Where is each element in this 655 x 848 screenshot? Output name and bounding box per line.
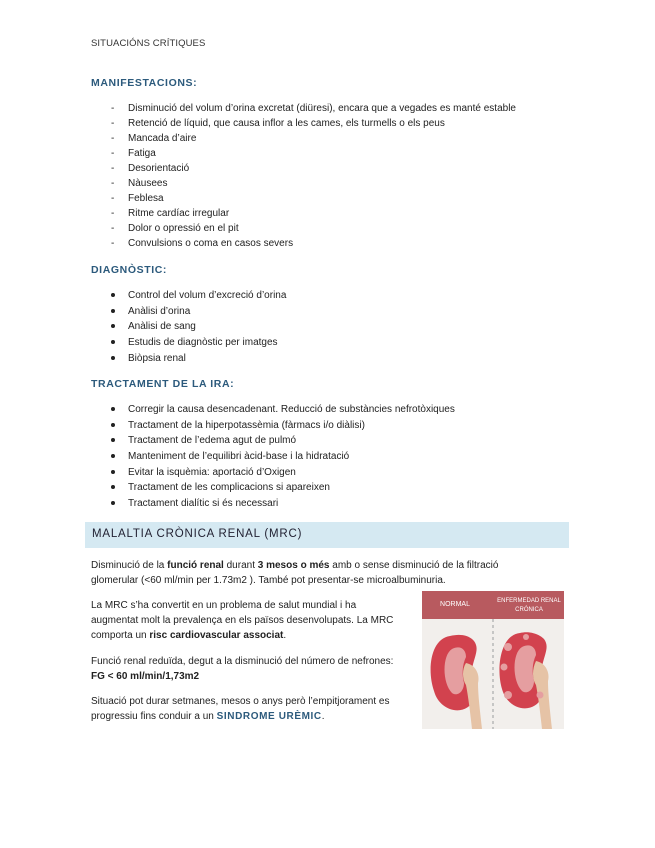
- mrc-heading: MALALTIA CRÒNICA RENAL (MRC): [92, 528, 303, 540]
- mrc-evolution-paragraph: [91, 694, 416, 724]
- label-normal: NORMAL: [440, 601, 470, 608]
- text: durant: [223, 560, 258, 571]
- sindrome-uremic: SINDROME URÈMIC: [216, 711, 322, 722]
- list-item: - Mancada d’aire: [91, 131, 516, 146]
- list-item: - Feblesa: [91, 191, 516, 206]
- manifestacions-list: [91, 101, 516, 251]
- list-item: - Fatiga: [91, 146, 516, 161]
- list-item: Tractament de la hiperpotassèmia (fàrmacs i/o diàlisi): [91, 418, 455, 434]
- bold-fg-value: FG < 60 ml/min/1,73m2: [91, 671, 200, 682]
- chronic-kidney: [499, 632, 552, 729]
- page-header: SITUACIÓNS CRÍTIQUES: [91, 38, 206, 49]
- list-item: Evitar la isquèmia: aportació d’Oxigen: [91, 465, 455, 481]
- list-item: Manteniment de l’equilibri àcid-base i la hidratació: [91, 449, 455, 465]
- text: Funció renal reduïda, degut a la disminució del número de nefrones:: [91, 656, 394, 667]
- mrc-heading-band: [85, 522, 569, 548]
- text: La MRC s’ha convertit en un problema de salut mundial i ha: [91, 600, 357, 611]
- list-item: Anàlisi d’orina: [91, 304, 286, 320]
- text: glomerular (<60 ml/min per 1.73m2 ). També pot presentar-se microalbuminuria.: [91, 575, 446, 586]
- list-item: Tractament de l’edema agut de pulmó: [91, 433, 455, 449]
- normal-kidney: [431, 635, 482, 729]
- list-item: - Ritme cardíac irregular: [91, 206, 516, 221]
- list-item: - Dolor o opressió en el pit: [91, 221, 516, 236]
- bold-risc: risc cardiovascular associat: [149, 630, 284, 641]
- list-item: - Desorientació: [91, 161, 516, 176]
- list-item: Estudis de diagnòstic per imatges: [91, 335, 286, 351]
- tractament-list: [91, 402, 455, 512]
- kidney-illustration: [422, 591, 564, 729]
- kidney-comparison-figure: [422, 591, 564, 729]
- list-item: Anàlisi de sang: [91, 319, 286, 335]
- section-title-diagnostic: DIAGNÒSTIC:: [91, 264, 168, 276]
- bold-3-mesos: 3 mesos o més: [257, 560, 330, 571]
- list-item: Control del volum d’excreció d’orina: [91, 288, 286, 304]
- list-item: Corregir la causa desencadenant. Reducció de substàncies nefrotòxiques: [91, 402, 455, 418]
- list-item: - Nàusees: [91, 176, 516, 191]
- list-item: Biòpsia renal: [91, 351, 286, 367]
- list-item: Tractament dialític si és necessari: [91, 496, 455, 512]
- list-item: - Convulsions o coma en casos severs: [91, 236, 516, 251]
- mrc-fg-paragraph: [91, 654, 416, 684]
- list-item: Tractament de les complicacions si apareixen: [91, 480, 455, 496]
- text: .: [321, 711, 325, 722]
- label-erc-2: CRÓNICA: [515, 607, 543, 613]
- text: Situació pot durar setmanes, mesos o anys però l’empitjorament es: [91, 696, 390, 707]
- bold-funcio-renal: funció renal: [167, 560, 224, 571]
- text: augmentat molt la prevalença en els països desenvolupats. La MRC: [91, 615, 394, 626]
- text: comporta un: [91, 630, 150, 641]
- text: .: [283, 630, 287, 641]
- list-item: - Disminució del volum d’orina excretat (diüresi), encara que a vegades es manté estable: [91, 101, 516, 116]
- mrc-definition-paragraph: [91, 558, 571, 588]
- section-title-manifestacions: MANIFESTACIONS:: [91, 77, 198, 89]
- list-item: - Retenció de líquid, que causa inflor a les cames, els turmells o els peus: [91, 116, 516, 131]
- text: Disminució de la: [91, 560, 168, 571]
- mrc-prevalence-paragraph: [91, 598, 416, 643]
- text: amb o sense disminució de la filtració: [329, 560, 499, 571]
- diagnostic-list: [91, 288, 286, 366]
- text: progressiu fins conduir a un: [91, 711, 217, 722]
- label-erc-1: ENFERMEDAD RENAL: [497, 598, 561, 604]
- section-title-tractament: TRACTAMENT DE LA IRA:: [91, 378, 235, 390]
